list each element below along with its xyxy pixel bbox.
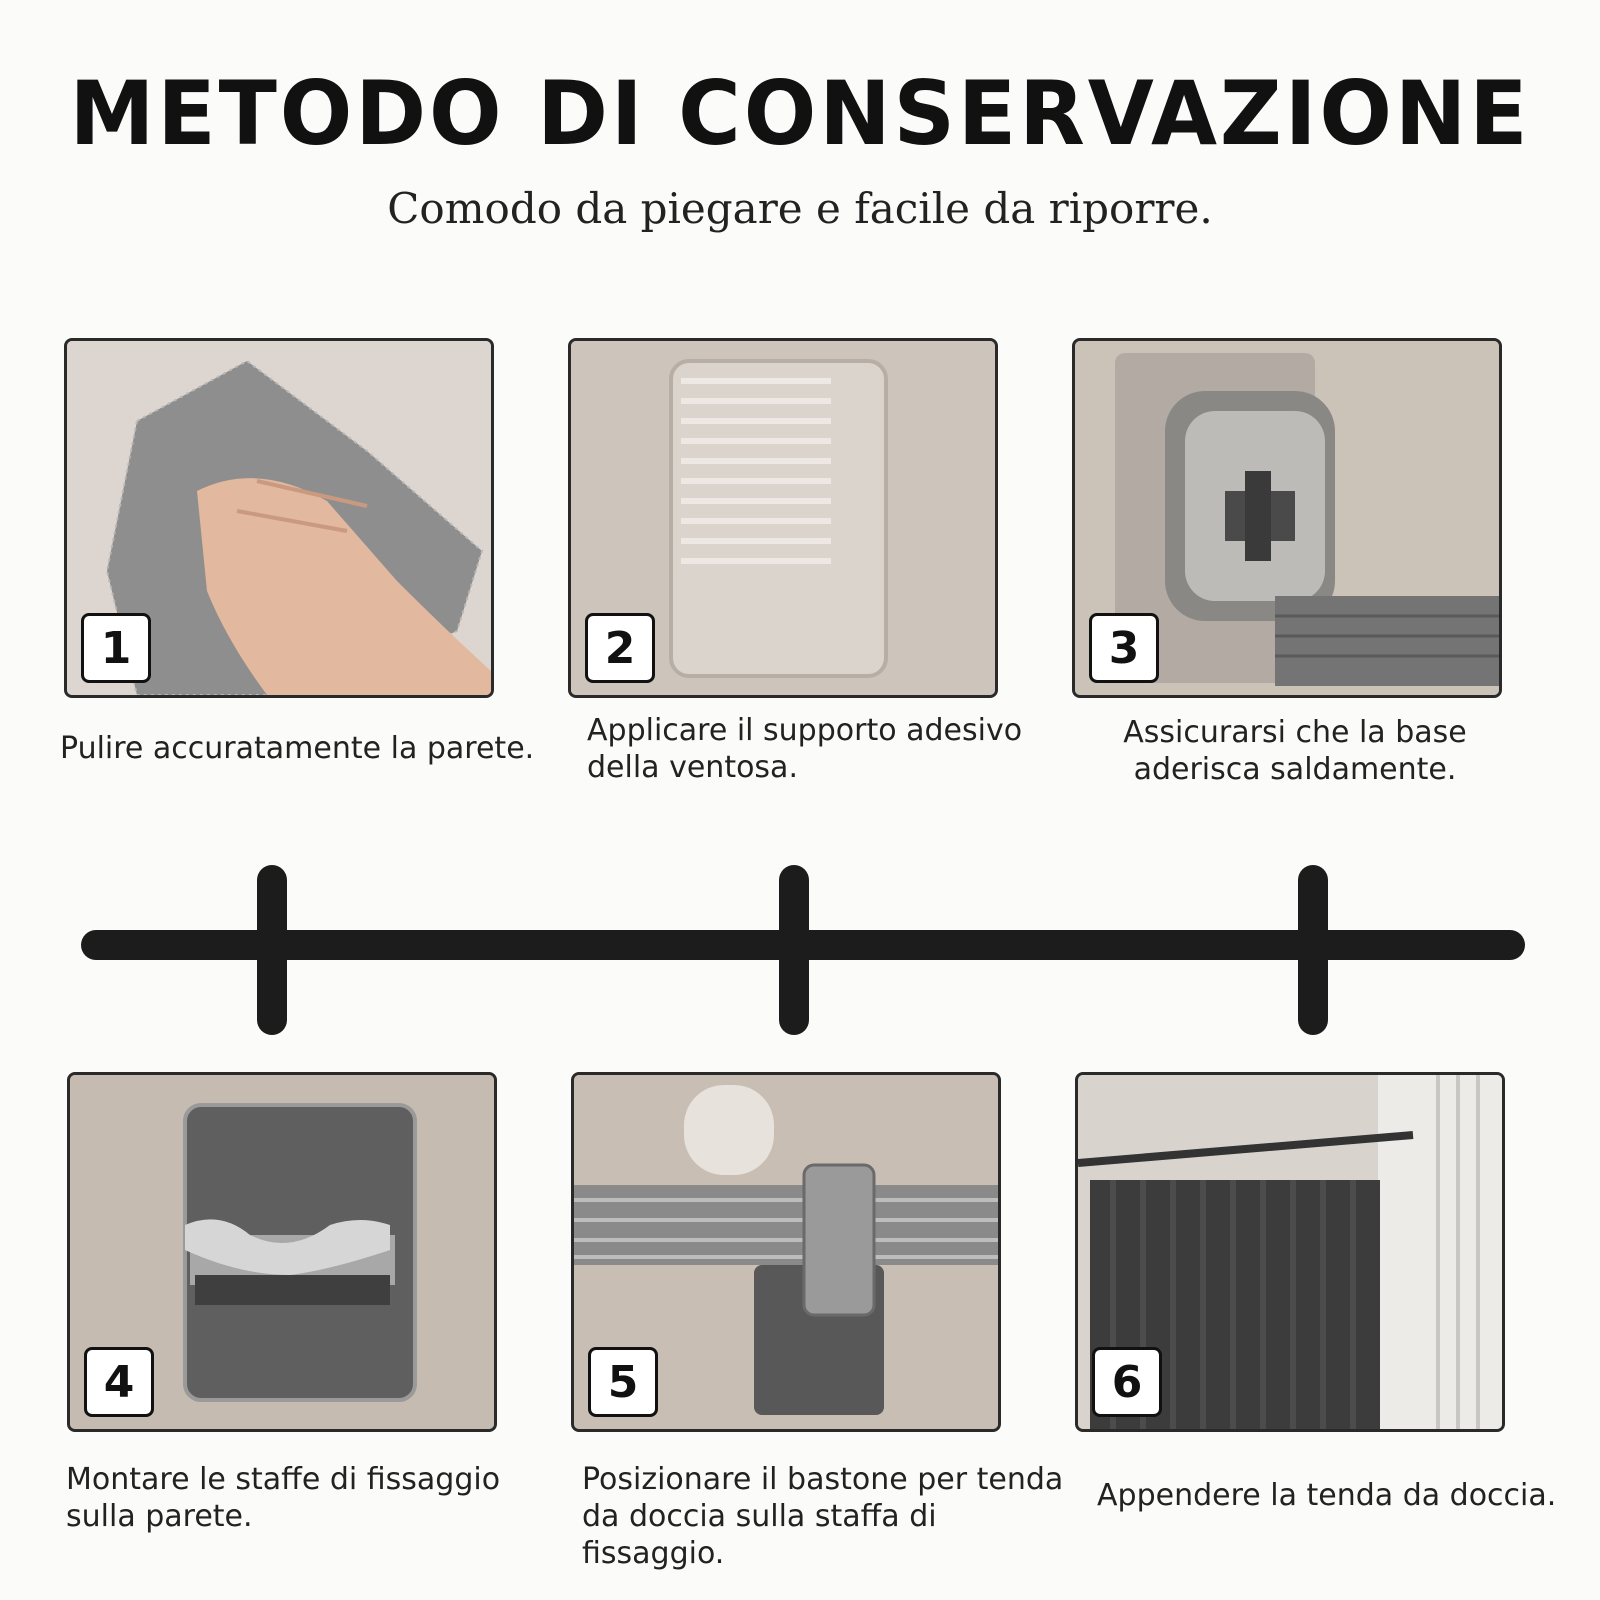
step-5-badge: 5 bbox=[588, 1347, 658, 1417]
step-1-image bbox=[64, 338, 494, 698]
step-3-badge: 3 bbox=[1089, 613, 1159, 683]
step-4-badge: 4 bbox=[84, 1347, 154, 1417]
page-title: METODO DI CONSERVAZIONE bbox=[69, 62, 1531, 165]
step-2-badge: 2 bbox=[585, 613, 655, 683]
step-6-image bbox=[1075, 1072, 1505, 1432]
step-3-image bbox=[1072, 338, 1502, 698]
step-6-badge: 6 bbox=[1092, 1347, 1162, 1417]
page-subtitle: Comodo da piegare e facile da riporre. bbox=[387, 184, 1213, 233]
step-1-caption: Pulire accuratamente la parete. bbox=[60, 731, 535, 766]
step-2-image bbox=[568, 338, 998, 698]
step-4-caption: Montare le staffe di fissaggio sulla parete. bbox=[66, 1462, 501, 1534]
step-2-caption: Applicare il supporto adesivo della ventosa. bbox=[587, 713, 1023, 785]
step-5-caption: Posizionare il bastone per tenda da doccia sulla staffa di fissaggio. bbox=[582, 1462, 1064, 1571]
step-6-caption: Appendere la tenda da doccia. bbox=[1097, 1478, 1557, 1513]
step-5-image bbox=[571, 1072, 1001, 1432]
step-1-badge: 1 bbox=[81, 613, 151, 683]
step-3-caption: Assicurarsi che la base aderisca saldamente. bbox=[1123, 715, 1467, 787]
step-4-image bbox=[67, 1072, 497, 1432]
